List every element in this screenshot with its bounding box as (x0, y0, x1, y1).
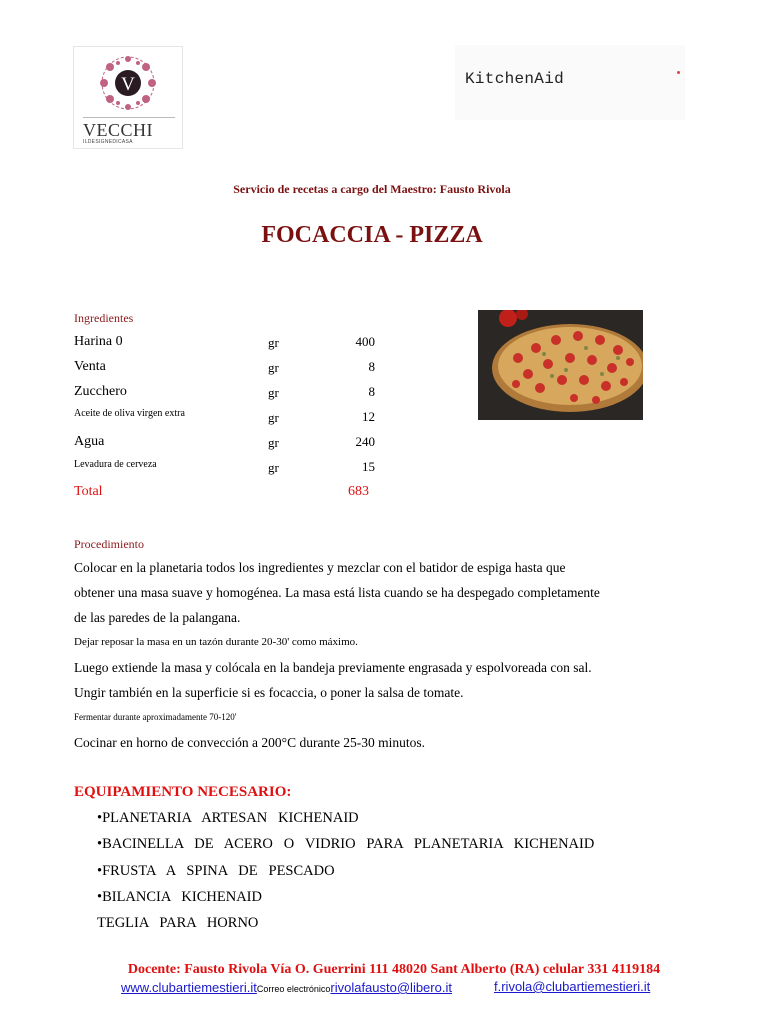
vecchi-emblem-icon (88, 53, 168, 115)
kitchenaid-logo-text: KitchenAid (465, 70, 565, 88)
email-link-2[interactable]: f.rivola@clubartiemestieri.it (494, 979, 651, 994)
equipment-item: •FRUSTA A SPINA DE PESCADO (97, 863, 335, 879)
ingredient-name: Zucchero (74, 384, 127, 399)
email-label: Correo electrónico (256, 984, 331, 994)
ingredient-unit: gr (268, 410, 279, 425)
ingredient-qty: 15 (362, 459, 375, 474)
procedure-line: Dejar reposar la masa en un tazón durante 20-30' como máximo. (74, 636, 358, 648)
vecchi-logo (73, 46, 183, 149)
email-link-1[interactable]: rivolafausto@libero.it (330, 980, 452, 995)
vecchi-emblem-letter: V (121, 74, 135, 95)
page-subtitle: Servicio de recetas a cargo del Maestro: Fausto Rivola (233, 182, 511, 196)
procedure-line: obtener una masa suave y homogénea. La masa está lista cuando se ha despegado completamente (74, 585, 600, 600)
equipment-title: EQUIPAMIENTO NECESARIO: (74, 784, 292, 800)
website-link[interactable]: www.clubartiemestieri.it (121, 980, 257, 995)
ingredient-name: Agua (74, 434, 105, 449)
focaccia-photo (478, 310, 643, 420)
ingredient-name: Aceite de oliva virgen extra (74, 408, 185, 419)
ingredient-qty: 240 (355, 434, 375, 449)
procedure-line: Ungir también en la superficie si es focaccia, o poner la salsa de tomate. (74, 685, 464, 700)
vecchi-name: VECCHI (83, 120, 153, 140)
focaccia-image-icon (478, 310, 643, 420)
procedure-line: Cocinar en horno de convección a 200°C durante 25-30 minutos. (74, 735, 426, 750)
ingredient-unit: gr (268, 460, 279, 475)
total-label: Total (74, 484, 103, 499)
equipment-item: •PLANETARIA ARTESAN KICHENAID (97, 810, 359, 826)
equipment-item: •BACINELLA DE ACERO O VIDRIO PARA PLANETARIA KICHENAID (97, 836, 595, 852)
procedure-line: Fermentar durante aproximadamente 70-120' (74, 712, 237, 722)
vecchi-tagline: ILDESIGNEDICASA (83, 139, 133, 145)
procedure-line: Luego extiende la masa y colócala en la bandeja previamente engrasada y espolvoreada con sal. (74, 660, 592, 675)
footer-docente: Docente: Fausto Rivola Vía O. Guerrini 111 48020 Sant Alberto (RA) celular 331 4119184 (127, 962, 661, 977)
ingredients-label: Ingredientes (74, 311, 134, 325)
ingredient-unit: gr (268, 385, 279, 400)
ingredient-unit: gr (268, 435, 279, 450)
total-value: 683 (348, 484, 369, 499)
page-title: FOCACCIA - PIZZA (261, 222, 483, 248)
ingredient-qty: 12 (362, 409, 375, 424)
ingredient-name: Venta (74, 359, 106, 374)
procedure-label: Procedimiento (74, 537, 144, 551)
ingredient-unit: gr (268, 360, 279, 375)
ingredient-qty: 8 (368, 359, 375, 374)
ingredient-name: Levadura de cerveza (74, 459, 157, 470)
ingredient-unit: gr (268, 335, 279, 350)
ingredient-qty: 8 (368, 384, 375, 399)
equipment-item: •BILANCIA KICHENAID (97, 889, 262, 905)
equipment-item: TEGLIA PARA HORNO (97, 915, 259, 931)
ingredient-qty: 400 (355, 334, 375, 349)
kitchenaid-logo (455, 45, 685, 120)
procedure-line: de las paredes de la palangana. (74, 610, 241, 625)
procedure-line: Colocar en la planetaria todos los ingredientes y mezclar con el batidor de espiga hasta que (74, 560, 566, 575)
ingredient-name: Harina 0 (74, 334, 123, 349)
footer-contacts (121, 979, 452, 997)
